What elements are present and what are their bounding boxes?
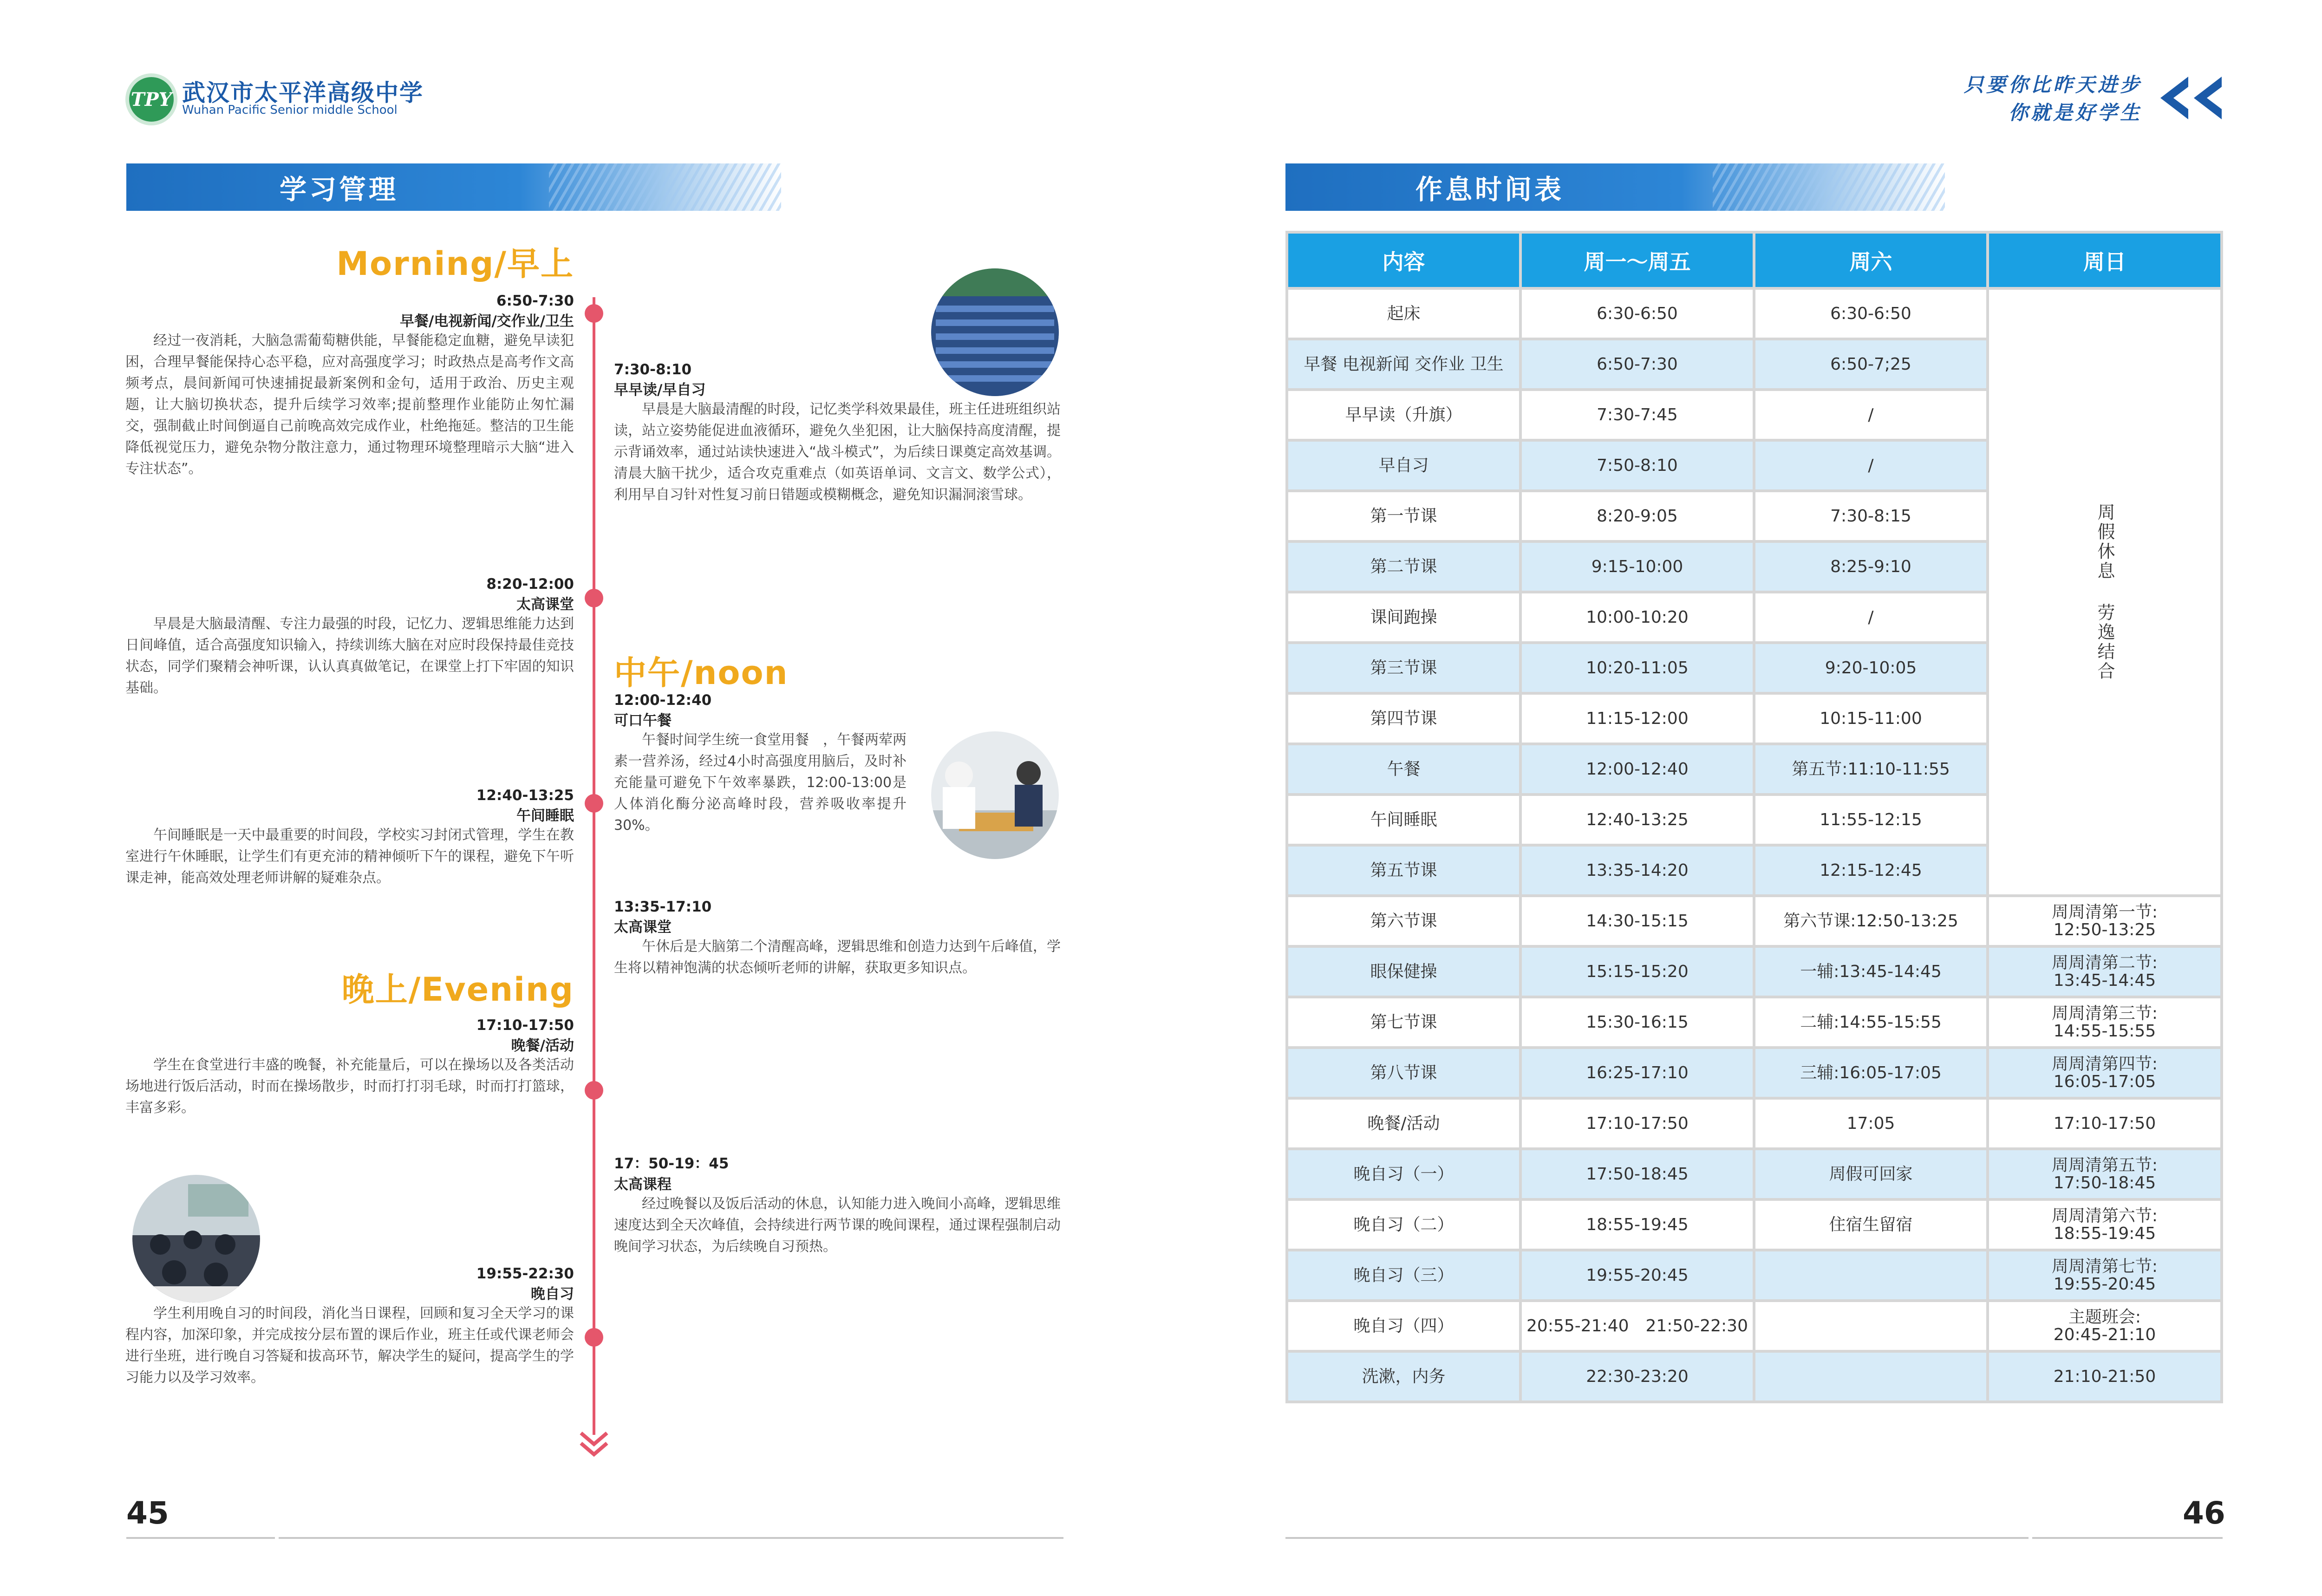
cell-sunday-line2: 12:50-13:25 bbox=[2053, 920, 2156, 939]
timeline-dot bbox=[585, 794, 603, 813]
cell-content: 洗漱，内务 bbox=[1287, 1351, 1520, 1402]
block-time: 13:35-17:10 bbox=[614, 899, 712, 915]
cell-sunday bbox=[1988, 1199, 2222, 1250]
schedule-block bbox=[614, 1152, 1061, 1257]
timeline-dot bbox=[585, 589, 603, 607]
column-header: 内容 bbox=[1287, 232, 1520, 288]
footer-rule bbox=[126, 1537, 275, 1539]
block-text: 早晨是大脑最清醒的时段，记忆类学科效果最佳，班主任进班组织站读，站立姿势能促进血液循环，避免久坐犯困，让大脑保持高度清醒，提示背诵效率，通过站读快速进入“战斗模式”，为后续日课奠定高效基调。清晨大脑干扰少，适合攻克重难点（如英语单词、文言文、数学公式），利用早自习针对性复习前日错题或模糊概念，避免知识漏洞滚雪球。 bbox=[614, 401, 1061, 503]
cell-content: 早自习 bbox=[1287, 440, 1520, 491]
column-header: 周六 bbox=[1754, 232, 1988, 288]
block-time: 17：50-19：45 bbox=[614, 1155, 729, 1172]
block-title: 晚自习 bbox=[531, 1286, 574, 1303]
cell-weekday: 12:40-13:25 bbox=[1520, 795, 1754, 845]
cell-weekday: 7:30-7:45 bbox=[1520, 390, 1754, 440]
cell-weekday: 10:00-10:20 bbox=[1520, 592, 1754, 643]
cell-content: 晚自习（一） bbox=[1287, 1149, 1520, 1199]
footer-rule bbox=[1285, 1537, 2028, 1539]
cell-content: 第八节课 bbox=[1287, 1048, 1520, 1098]
table-row bbox=[1287, 1048, 2222, 1098]
double-chevron-left-icon bbox=[2160, 77, 2222, 119]
timeline-arrow-icon bbox=[578, 1430, 610, 1458]
block-time: 6:50-7:30 bbox=[496, 293, 574, 309]
cell-content: 晚自习（四） bbox=[1287, 1301, 1520, 1351]
cell-weekday: 14:30-15:15 bbox=[1520, 896, 1754, 946]
cell-saturday: 一辅:13:45-14:45 bbox=[1754, 946, 1988, 997]
timeline-axis bbox=[593, 297, 595, 1435]
table-row bbox=[1287, 1301, 2222, 1351]
block-text: 午休后是大脑第二个清醒高峰，逻辑思维和创造力达到午后峰值，学生将以精神饱满的状态倾听老师的讲解，获取更多知识点。 bbox=[614, 938, 1061, 976]
cell-content: 课间跑操 bbox=[1287, 592, 1520, 643]
cell-saturday: 第六节课:12:50-13:25 bbox=[1754, 896, 1988, 946]
table-row bbox=[1287, 288, 2222, 339]
slogan-line-2: 你就是好学生 bbox=[2008, 101, 2142, 124]
schedule-block bbox=[125, 293, 574, 480]
cell-sunday bbox=[1988, 1351, 2222, 1402]
cell-saturday: 二辅:14:55-15:55 bbox=[1754, 997, 1988, 1048]
cell-saturday: / bbox=[1754, 390, 1988, 440]
cell-sunday-line1: 周周清第一节: bbox=[2051, 902, 2158, 922]
banner-stripes bbox=[549, 163, 781, 211]
cell-saturday: / bbox=[1754, 440, 1988, 491]
cell-saturday: 8:25-9:10 bbox=[1754, 541, 1988, 592]
cell-sunday-line1: 周周清第二节: bbox=[2051, 953, 2158, 972]
block-text: 经过一夜消耗，大脑急需葡萄糖供能，早餐能稳定血糖，避免早读犯困，合理早餐能保持心态平稳，应对高强度学习；时政热点是高考作文高频考点，晨间新闻可快速捕捉最新案例和金句，适用于政治、历史主观题，让大脑切换状态，提升后续学习效率;提前整理作业能防止匆忙漏交，强制截止时间倒逼自己前晚高效完成作业，杜绝拖延。整洁的卫生能降低视觉压力，避免杂物分散注意力，通过物理环境整理暗示大脑“进入专注状态”。 bbox=[125, 332, 574, 477]
cell-content: 第六节课 bbox=[1287, 896, 1520, 946]
cell-weekday: 11:15-12:00 bbox=[1520, 693, 1754, 744]
block-text: 午餐时间学生统一食堂用餐 ，午餐两荤两素一营养汤，经过4小时高强度用脑后，及时补充能量可避免下午效率暴跌，12:00-13:00是人体消化酶分泌高峰时段，营养吸收率提升30%。 bbox=[614, 732, 907, 834]
cell-weekday: 17:10-17:50 bbox=[1520, 1098, 1754, 1149]
cell-sunday bbox=[1988, 946, 2222, 997]
table-row bbox=[1287, 1250, 2222, 1301]
table-header-row bbox=[1287, 232, 2222, 288]
cell-weekday: 15:30-16:15 bbox=[1520, 997, 1754, 1048]
cell-weekday: 15:15-15:20 bbox=[1520, 946, 1754, 997]
cell-sunday-line2: 16:05-17:05 bbox=[2053, 1072, 2156, 1091]
block-title: 太高课程 bbox=[614, 1176, 672, 1193]
schedule-block bbox=[125, 576, 574, 699]
cell-weekday: 10:20-11:05 bbox=[1520, 643, 1754, 693]
block-title: 早餐/电视新闻/交作业/卫生 bbox=[400, 313, 574, 330]
block-title: 早早读/早自习 bbox=[614, 382, 706, 398]
school-name-en: Wuhan Pacific Senior middle School bbox=[182, 103, 398, 117]
block-title: 可口午餐 bbox=[614, 712, 672, 729]
column-header: 周一～周五 bbox=[1520, 232, 1754, 288]
cell-saturday: 11:55-12:15 bbox=[1754, 795, 1988, 845]
cell-sunday-line2: 18:55-19:45 bbox=[2053, 1224, 2156, 1243]
cell-weekday: 22:30-23:20 bbox=[1520, 1351, 1754, 1402]
schedule-block bbox=[125, 787, 574, 889]
block-text: 学生在食堂进行丰盛的晚餐，补充能量后，可以在操场以及各类活动场地进行饭后活动，时而在操场散步，时而打打羽毛球，时而打打篮球，丰富多彩。 bbox=[125, 1057, 574, 1116]
block-time: 17:10-17:50 bbox=[476, 1017, 574, 1034]
block-text: 经过晚餐以及饭后活动的休息，认知能力进入晚间小高峰，逻辑思维速度达到全天次峰值，会持续进行两节课的晚间课程，通过课程强制启动晚间学习状态，为后续晚自习预热。 bbox=[614, 1196, 1061, 1255]
table-row bbox=[1287, 997, 2222, 1048]
cell-content: 起床 bbox=[1287, 288, 1520, 339]
cell-content: 晚餐/活动 bbox=[1287, 1098, 1520, 1149]
cell-sunday bbox=[1988, 1098, 2222, 1149]
cell-content: 第一节课 bbox=[1287, 491, 1520, 541]
table-row bbox=[1287, 1098, 2222, 1149]
cell-sunday-line2: 14:55-15:55 bbox=[2053, 1021, 2156, 1041]
cell-content: 第二节课 bbox=[1287, 541, 1520, 592]
cell-sunday bbox=[1988, 896, 2222, 946]
photo-cafeteria bbox=[931, 731, 1059, 859]
cell-sunday-line1: 21:10-21:50 bbox=[2053, 1367, 2156, 1386]
block-title: 晚餐/活动 bbox=[511, 1037, 574, 1054]
cell-content: 第三节课 bbox=[1287, 643, 1520, 693]
cell-weekday: 9:15-10:00 bbox=[1520, 541, 1754, 592]
banner-title: 学习管理 bbox=[280, 174, 399, 205]
cell-saturday bbox=[1754, 1351, 1988, 1402]
footer-rule bbox=[279, 1537, 1063, 1539]
cell-saturday: 9:20-10:05 bbox=[1754, 643, 1988, 693]
cell-saturday: 住宿生留宿 bbox=[1754, 1199, 1988, 1250]
block-text: 早晨是大脑最清醒、专注力最强的时段，记忆力、逻辑思维能力达到日间峰值，适合高强度知识输入，持续训练大脑在对应时段保持最佳竞技状态，同学们聚精会神听课，认认真真做笔记，在课堂上打下牢固的知识基础。 bbox=[125, 616, 574, 696]
cell-sunday bbox=[1988, 997, 2222, 1048]
cell-content: 午间睡眠 bbox=[1287, 795, 1520, 845]
school-name-cn: 武汉市太平洋高级中学 bbox=[182, 79, 424, 106]
cell-weekday: 6:30-6:50 bbox=[1520, 288, 1754, 339]
timeline-dot bbox=[585, 304, 603, 323]
table-row bbox=[1287, 896, 2222, 946]
cell-sunday-line1: 周周清第五节: bbox=[2051, 1155, 2158, 1175]
block-title: 太高课堂 bbox=[516, 596, 574, 613]
cell-content: 午餐 bbox=[1287, 744, 1520, 795]
cell-content: 早餐 电视新闻 交作业 卫生 bbox=[1287, 339, 1520, 390]
cell-saturday bbox=[1754, 1301, 1988, 1351]
cell-sunday bbox=[1988, 1250, 2222, 1301]
cell-weekday: 6:50-7:30 bbox=[1520, 339, 1754, 390]
block-time: 19:55-22:30 bbox=[476, 1265, 574, 1282]
page-number-left: 45 bbox=[126, 1495, 169, 1531]
cell-weekday: 20:55-21:40 21:50-22:30 bbox=[1520, 1301, 1754, 1351]
schedule-table bbox=[1285, 231, 2223, 1403]
cell-content: 晚自习（二） bbox=[1287, 1199, 1520, 1250]
cell-weekday: 18:55-19:45 bbox=[1520, 1199, 1754, 1250]
cell-saturday: 周假可回家 bbox=[1754, 1149, 1988, 1199]
period-morning-label: Morning/早上 bbox=[336, 245, 574, 283]
schedule-block bbox=[125, 1017, 574, 1119]
cell-saturday: / bbox=[1754, 592, 1988, 643]
banner-stripes bbox=[1713, 163, 1945, 211]
cell-saturday: 6:50-7;25 bbox=[1754, 339, 1988, 390]
table-row bbox=[1287, 1199, 2222, 1250]
cell-saturday: 第五节:11:10-11:55 bbox=[1754, 744, 1988, 795]
cell-weekday: 13:35-14:20 bbox=[1520, 845, 1754, 896]
cell-sunday-line2: 19:55-20:45 bbox=[2053, 1274, 2156, 1294]
cell-weekday: 16:25-17:10 bbox=[1520, 1048, 1754, 1098]
table-row bbox=[1287, 946, 2222, 997]
block-time: 8:20-12:00 bbox=[486, 576, 574, 593]
block-text: 学生利用晚自习的时间段，消化当日课程，回顾和复习全天学习的课程内容，加深印象，并完成按分层布置的课后作业，班主任或代课老师会进行坐班，进行晚自习答疑和拔高环节，解决学生的疑问，提高学生的学习能力以及学习效率。 bbox=[125, 1305, 574, 1386]
cell-saturday: 7:30-8:15 bbox=[1754, 491, 1988, 541]
cell-sunday-line1: 周周清第七节: bbox=[2051, 1257, 2158, 1276]
block-title: 午间睡眠 bbox=[516, 808, 574, 824]
cell-content: 第四节课 bbox=[1287, 693, 1520, 744]
cell-weekday: 8:20-9:05 bbox=[1520, 491, 1754, 541]
block-time: 12:40-13:25 bbox=[476, 787, 574, 804]
block-title: 太高课堂 bbox=[614, 919, 672, 936]
cell-saturday bbox=[1754, 1250, 1988, 1301]
schedule-block bbox=[614, 692, 907, 836]
cell-sunday-line1: 周周清第三节: bbox=[2051, 1003, 2158, 1023]
period-evening-label: 晚上/Evening bbox=[341, 971, 574, 1009]
cell-sunday-line1: 周周清第六节: bbox=[2051, 1206, 2158, 1225]
cell-sunday bbox=[1988, 1301, 2222, 1351]
cell-sunday-line2: 13:45-14:45 bbox=[2053, 971, 2156, 990]
table-row bbox=[1287, 1351, 2222, 1402]
cell-content: 第七节课 bbox=[1287, 997, 1520, 1048]
cell-sunday bbox=[1988, 1048, 2222, 1098]
logo-text: TPY bbox=[130, 88, 172, 111]
cell-weekday: 7:50-8:10 bbox=[1520, 440, 1754, 491]
cell-weekday: 17:50-18:45 bbox=[1520, 1149, 1754, 1199]
school-logo bbox=[125, 73, 177, 125]
table-row bbox=[1287, 1149, 2222, 1199]
cell-saturday: 17:05 bbox=[1754, 1098, 1988, 1149]
cell-sunday-line1: 周周清第四节: bbox=[2051, 1054, 2158, 1074]
cell-sunday-line1: 主题班会: bbox=[2068, 1307, 2141, 1327]
cell-sunday-line2: 17:50-18:45 bbox=[2053, 1173, 2156, 1192]
section-banner-study bbox=[126, 163, 781, 211]
block-time: 12:00-12:40 bbox=[614, 692, 712, 709]
period-noon-label: 中午/noon bbox=[614, 654, 789, 692]
cell-weekday: 19:55-20:45 bbox=[1520, 1250, 1754, 1301]
photo-classroom bbox=[132, 1175, 260, 1303]
timeline-dot bbox=[585, 1328, 603, 1347]
banner-title: 作息时间表 bbox=[1415, 174, 1565, 205]
cell-saturday: 6:30-6:50 bbox=[1754, 288, 1988, 339]
schedule-block bbox=[614, 899, 1061, 979]
cell-saturday: 三辅:16:05-17:05 bbox=[1754, 1048, 1988, 1098]
page-number-right: 46 bbox=[2183, 1495, 2225, 1531]
block-text: 午间睡眠是一天中最重要的时间段，学校实习封闭式管理，学生在教室进行午休睡眠，让学生们有更充沛的精神倾听下午的课程，避免下午听课走神，能高效处理老师讲解的疑难杂点。 bbox=[125, 827, 574, 886]
cell-sunday-merged: 周假休息 劳逸结合 bbox=[1988, 288, 2222, 896]
cell-saturday: 12:15-12:45 bbox=[1754, 845, 1988, 896]
section-banner-schedule bbox=[1285, 163, 1945, 211]
cell-sunday-line2: 20:45-21:10 bbox=[2053, 1325, 2156, 1344]
block-time: 7:30-8:10 bbox=[614, 361, 692, 378]
cell-content: 第五节课 bbox=[1287, 845, 1520, 896]
cell-content: 早早读（升旗） bbox=[1287, 390, 1520, 440]
timeline-dot bbox=[585, 1081, 603, 1100]
footer-rule bbox=[2032, 1537, 2223, 1539]
slogan-line-1: 只要你比昨天进步 bbox=[1963, 73, 2142, 96]
cell-weekday: 12:00-12:40 bbox=[1520, 744, 1754, 795]
cell-sunday bbox=[1988, 1149, 2222, 1199]
column-header: 周日 bbox=[1988, 232, 2222, 288]
cell-sunday-line1: 17:10-17:50 bbox=[2053, 1114, 2156, 1133]
cell-saturday: 10:15-11:00 bbox=[1754, 693, 1988, 744]
cell-content: 晚自习（三） bbox=[1287, 1250, 1520, 1301]
photo-morning-assembly bbox=[931, 268, 1059, 396]
cell-content: 眼保健操 bbox=[1287, 946, 1520, 997]
